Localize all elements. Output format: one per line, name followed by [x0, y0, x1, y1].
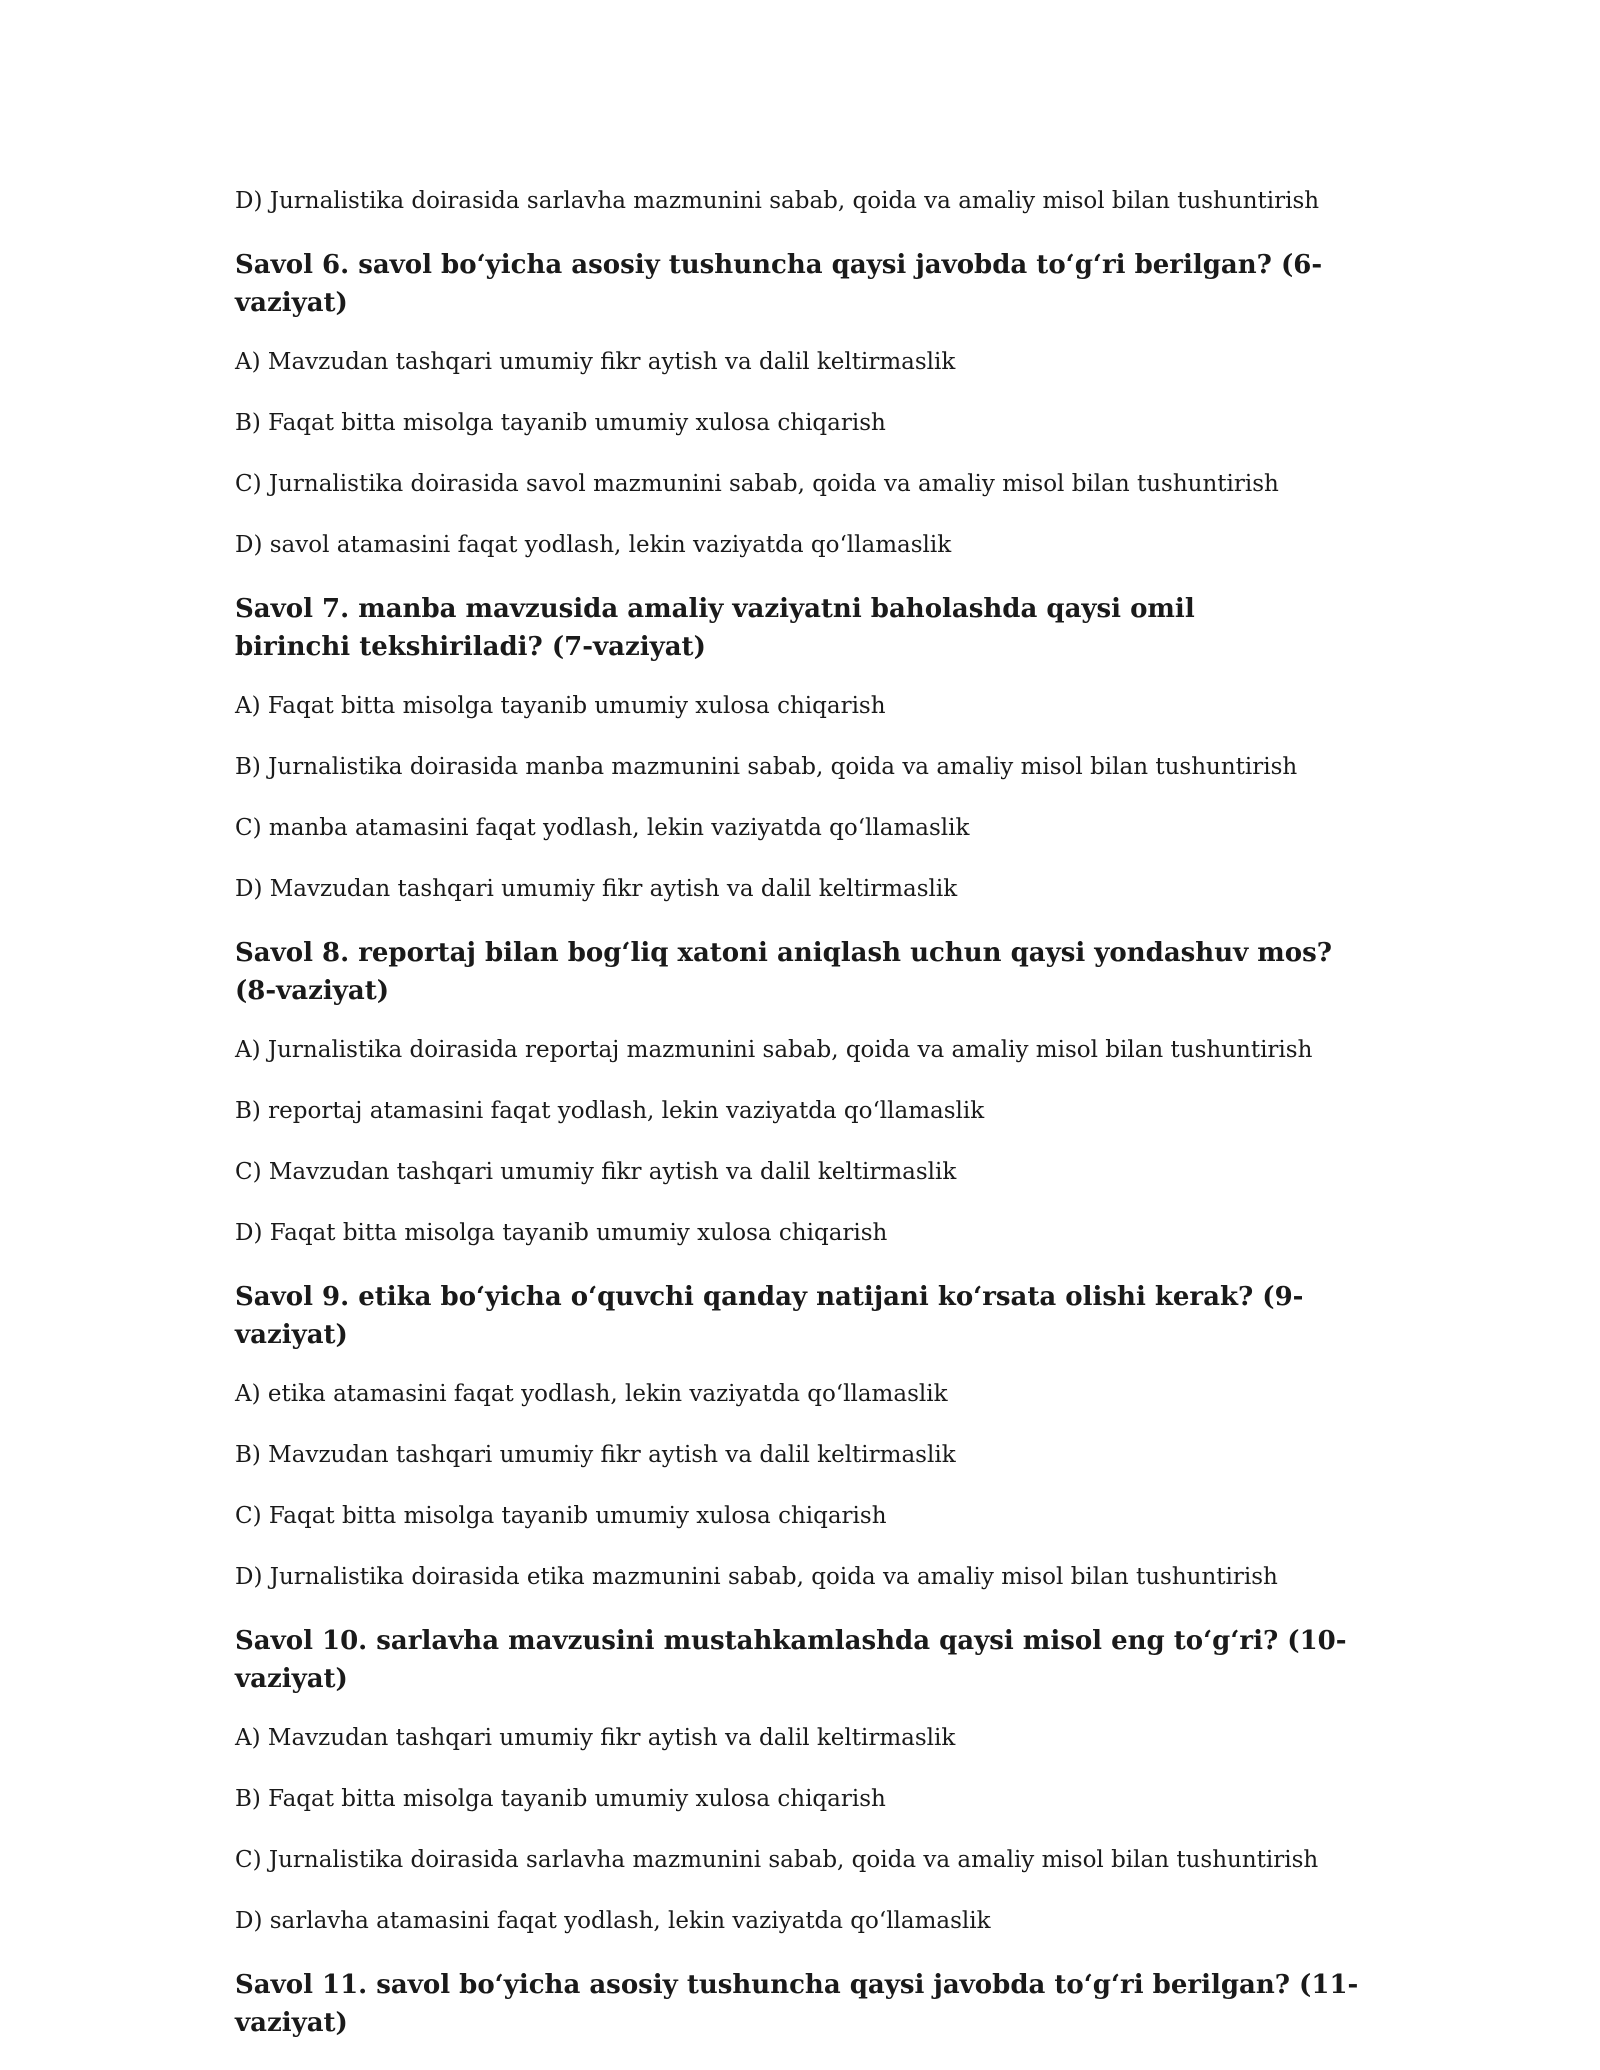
question-10-option-a: A) Mavzudan tashqari umumiy fikr aytish va dalil keltirmaslik	[235, 1725, 956, 1751]
question-8-option-b: B) reportaj atamasini faqat yodlash, lekin vaziyatda qo‘llamaslik	[235, 1098, 985, 1124]
question-9-title: Savol 9. etika bo‘yicha o‘quvchi qanday natijani ko‘rsata olishi kerak? (9-vaziyat)	[235, 1282, 1304, 1350]
question-7-option-c: C) manba atamasini faqat yodlash, lekin vaziyatda qo‘llamaslik	[235, 815, 970, 841]
question-10-title: Savol 10. sarlavha mavzusini mustahkamlashda qaysi misol eng to‘g‘ri? (10-vaziyat)	[235, 1626, 1347, 1694]
question-6-option-d: D) savol atamasini faqat yodlash, lekin vaziyatda qo‘llamaslik	[235, 532, 952, 558]
question-8-option-c: C) Mavzudan tashqari umumiy fikr aytish va dalil keltirmaslik	[235, 1159, 957, 1185]
question-6-option-c: C) Jurnalistika doirasida savol mazmunini sabab, qoida va amaliy misol bilan tushuntirish	[235, 471, 1279, 497]
question-9-option-c: C) Faqat bitta misolga tayanib umumiy xulosa chiqarish	[235, 1503, 887, 1529]
question-10-option-b: B) Faqat bitta misolga tayanib umumiy xulosa chiqarish	[235, 1786, 886, 1812]
question-11-title: Savol 11. savol bo‘yicha asosiy tushuncha qaysi javobda to‘g‘ri berilgan? (11-vaziyat)	[235, 1970, 1359, 2038]
question-6-title: Savol 6. savol bo‘yicha asosiy tushuncha qaysi javobda to‘g‘ri berilgan? (6-vaziyat)	[235, 250, 1323, 318]
question-11	[235, 1966, 1380, 2042]
question-8-option-d: D) Faqat bitta misolga tayanib umumiy xulosa chiqarish	[235, 1220, 888, 1246]
question-7-option-a: A) Faqat bitta misolga tayanib umumiy xulosa chiqarish	[235, 693, 886, 719]
question-7-option-b: B) Jurnalistika doirasida manba mazmunini sabab, qoida va amaliy misol bilan tushuntirish	[235, 754, 1298, 780]
question-10-option-c: C) Jurnalistika doirasida sarlavha mazmunini sabab, qoida va amaliy misol bilan tushuntirish	[235, 1847, 1319, 1873]
question-9-option-d: D) Jurnalistika doirasida etika mazmunini sabab, qoida va amaliy misol bilan tushuntirish	[235, 1564, 1278, 1590]
question-9-option-b: B) Mavzudan tashqari umumiy fikr aytish va dalil keltirmaslik	[235, 1442, 956, 1468]
question-8-option-a: A) Jurnalistika doirasida reportaj mazmunini sabab, qoida va amaliy misol bilan tushuntirish	[235, 1037, 1313, 1063]
question-9	[235, 1278, 1380, 1593]
question-10-option-d: D) sarlavha atamasini faqat yodlash, lekin vaziyatda qo‘llamaslik	[235, 1908, 991, 1934]
question-7-option-d: D) Mavzudan tashqari umumiy fikr aytish va dalil keltirmaslik	[235, 876, 958, 902]
question-7-title: Savol 7. manba mavzusida amaliy vaziyatni baholashda qaysi omil birinchi tekshiriladi? (7-vaziyat)	[235, 594, 1195, 662]
lead-option: D) Jurnalistika doirasida sarlavha mazmunini sabab, qoida va amaliy misol bilan tushuntirish	[235, 188, 1320, 214]
question-6-option-a: A) Mavzudan tashqari umumiy fikr aytish va dalil keltirmaslik	[235, 349, 956, 375]
question-9-option-a: A) etika atamasini faqat yodlash, lekin vaziyatda qo‘llamaslik	[235, 1381, 948, 1407]
question-6-option-b: B) Faqat bitta misolga tayanib umumiy xulosa chiqarish	[235, 410, 886, 436]
document-page	[235, 185, 1380, 2066]
question-8-title: Savol 8. reportaj bilan bog‘liq xatoni aniqlash uchun qaysi yondashuv mos? (8-vaziyat)	[235, 938, 1333, 1006]
question-8	[235, 934, 1380, 1249]
question-7	[235, 590, 1380, 905]
question-10	[235, 1622, 1380, 1937]
question-6	[235, 246, 1380, 561]
